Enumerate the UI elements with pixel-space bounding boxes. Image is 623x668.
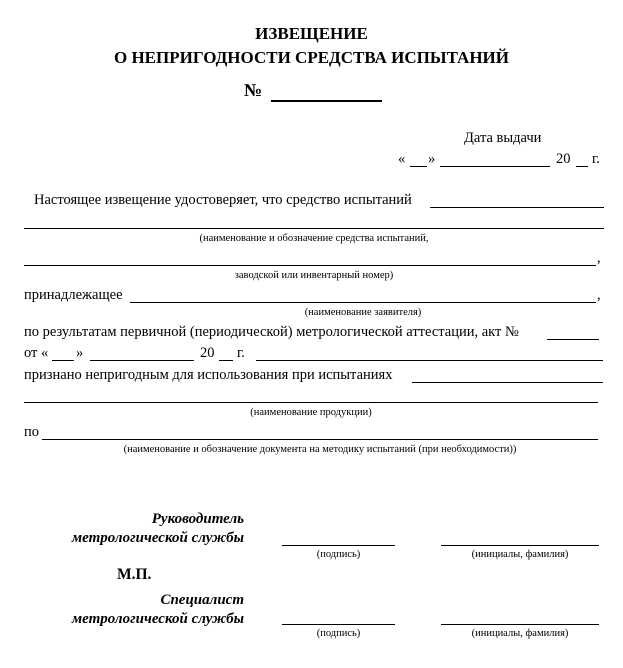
from-close-quote: » [76, 345, 84, 361]
head-initials-field[interactable] [441, 545, 599, 546]
hint-method-doc: (наименование и обозначение документа на методику испытаний (при необходимости)) [123, 444, 517, 455]
applicant-comma: , [597, 287, 601, 303]
unfit-tests-field[interactable] [412, 382, 603, 383]
specialist-hint-signature: (подпись) [316, 628, 361, 639]
hint-serial: заводской или инвентарный номер) [234, 270, 394, 281]
equipment-name-field[interactable] [24, 228, 604, 229]
issue-date-close-quote: » [428, 151, 436, 167]
specialist-title-line1: Специалист [160, 592, 244, 608]
act-remainder-field[interactable] [256, 360, 603, 361]
specialist-initials-field[interactable] [441, 624, 599, 625]
stamp-place-label: М.П. [117, 566, 152, 583]
issue-month-field[interactable] [440, 166, 550, 167]
head-signature-field[interactable] [282, 545, 395, 546]
issue-year-field[interactable] [576, 166, 588, 167]
head-hint-initials: (инициалы, фамилия) [471, 549, 569, 560]
certifies-text: Настоящее извещение удостоверяет, что средство испытаний [34, 192, 412, 208]
title-line2: О НЕПРИГОДНОСТИ СРЕДСТВА ИСПЫТАНИЙ [113, 48, 510, 67]
act-month-field[interactable] [90, 360, 194, 361]
issue-date-open-quote: « [398, 151, 406, 167]
issue-date-label: Дата выдачи [464, 130, 542, 146]
act-number-field[interactable] [547, 339, 599, 340]
issue-year-suffix: г. [592, 151, 600, 167]
serial-comma: , [597, 250, 601, 266]
belongs-label: принадлежащее [24, 287, 123, 303]
test-equipment-field[interactable] [430, 207, 604, 208]
applicant-field[interactable] [130, 302, 596, 303]
issue-year-prefix: 20 [556, 151, 571, 167]
from-label: от « [24, 345, 49, 361]
attestation-text: по результатам первичной (периодической) метрологической аттестации, акт № [24, 324, 519, 340]
title-line1: ИЗВЕЩЕНИЕ [255, 24, 368, 43]
method-document-field[interactable] [42, 439, 598, 440]
act-day-field[interactable] [52, 360, 74, 361]
specialist-title-line2: метрологической службы [71, 611, 244, 627]
specialist-hint-initials: (инициалы, фамилия) [471, 628, 569, 639]
hint-product: (наименование продукции) [250, 407, 372, 418]
issue-day-field[interactable] [410, 166, 427, 167]
act-year-field[interactable] [219, 360, 233, 361]
hint-applicant: (наименование заявителя) [304, 307, 422, 318]
act-year-suffix: г. [237, 345, 245, 361]
by-label: по [24, 424, 40, 440]
number-label: № [244, 80, 263, 100]
head-title-line2: метрологической службы [71, 530, 244, 546]
serial-number-field[interactable] [24, 265, 596, 266]
number-field-line[interactable] [271, 100, 382, 102]
act-year-prefix: 20 [200, 345, 215, 361]
head-title-line1: Руководитель [151, 511, 244, 527]
product-field[interactable] [24, 402, 598, 403]
specialist-signature-field[interactable] [282, 624, 395, 625]
hint-name-designation: (наименование и обозначение средства испытаний, [199, 233, 429, 244]
head-hint-signature: (подпись) [316, 549, 361, 560]
unfit-text: признано непригодным для использования при испытаниях [24, 367, 393, 383]
